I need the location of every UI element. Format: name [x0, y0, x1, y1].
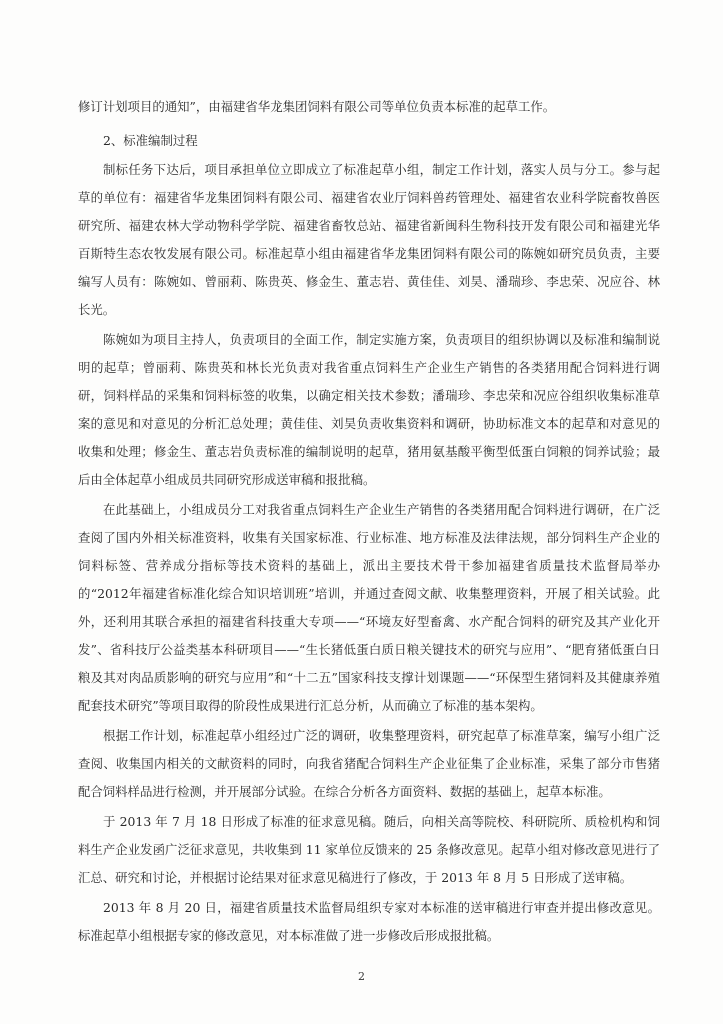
paragraph-consultation: 于 2013 年 7 月 18 日形成了标准的征求意见稿。随后，向相关高等院校、科研院所、质检机构和饲料生产企业发函广泛征求意见，共收集到 11 家单位反馈来的 25 条修改意见。起草小组对修改意见进行了汇总、研究和讨论，并根据讨论结果对征求意见稿进行了修改，于 2013 年 8 月 5 日形成了送审稿。: [78, 814, 660, 885]
paragraph-drafting-team: 制标任务下达后，项目承担单位立即成立了标准起草小组，制定工作计划，落实人员与分工。参与起草的单位有：福建省华龙集团饲料有限公司、福建省农业厅饲料兽药管理处、福建省农业科学院畜牧兽医研究所、福建农林大学动物科学学院、福建省畜牧总站、福建省新闽科生物科技开发有限公司和福建光华百斯特生态农牧发展有限公司。标准起草小组由福建省华龙集团饲料有限公司的陈婉如研究员负责，主要编写人员有：陈婉如、曾丽莉、陈贵英、修金生、董志岩、黄佳佳、刘昊、潘瑞珍、李忠荣、况应谷、林长光。: [78, 162, 660, 317]
section-heading: 2、标准编制过程: [103, 133, 198, 148]
paragraph-responsibilities: 陈婉如为项目主持人，负责项目的全面工作，制定实施方案，负责项目的组织协调以及标准和编制说明的起草；曾丽莉、陈贵英和林长光负责对我省重点饲料生产企业生产销售的各类猪用配合饲料进行调研，饲料样品的采集和饲料标签的收集，以确定相关技术参数；潘瑞珍、李忠荣和况应谷组织收集标准草案的意见和对意见的分析汇总处理；黄佳佳、刘昊负责收集资料和调研，协助标准文本的起草和对意见的收集和处理；修金生、董志岩负责标准的编制说明的起草，猪用氨基酸平衡型低蛋白饲粮的饲养试验；最后由全体起草小组成员共同研究形成送审稿和报批稿。: [78, 332, 660, 487]
page-number: 2: [358, 970, 365, 983]
paragraph-work-plan: 根据工作计划，标准起草小组经过广泛的调研，收集整理资料，研究起草了标准草案，编写小组广泛查阅、收集国内相关的文献资料的同时，向我省猪配合饲料生产企业征集了企业标准，采集了部分市售猪配合饲料样品进行检测，并开展部分试验。在综合分析各方面资料、数据的基础上，起草本标准。: [78, 728, 660, 799]
continued-text-line: 修订计划项目的通知”，由福建省华龙集团饲料有限公司等单位负责本标准的起草工作。: [78, 99, 556, 114]
document-body: [78, 92, 660, 950]
paragraph-review: 2013 年 8 月 20 日，福建省质量技术监督局组织专家对本标准的送审稿进行审查并提出修改意见。标准起草小组根据专家的修改意见，对本标准做了进一步修改后形成报批稿。: [78, 900, 660, 943]
paragraph-research-basis: 在此基础上，小组成员分工对我省重点饲料生产企业生产销售的各类猪用配合饲料进行调研，在广泛查阅了国内外相关标准资料，收集有关国家标准、行业标准、地方标准及法律法规，部分饲料生产企业的饲料标签、营养成分指标等技术资料的基础上，派出主要技术骨干参加福建省质量技术监督局举办的“2012年福建省标准化综合知识培训班”培训，并通过查阅文献、收集整理资料，开展了相关试验。此外，还利用其联合承担的福建省科技重大专项——“环境友好型畜禽、水产配合饲料的研究及其产业化开发”、省科技厅公益类基本科研项目——“生长猪低蛋白质日粮关键技术的研究与应用”、“肥育猪低蛋白日粮及其对肉品质影响的研究与应用”和“十二五”国家科技支撑计划课题——“环保型生猪饲料及其健康养殖配套技术研究”等项目取得的阶段性成果进行汇总分析，从而确立了标准的基本架构。: [78, 502, 660, 713]
